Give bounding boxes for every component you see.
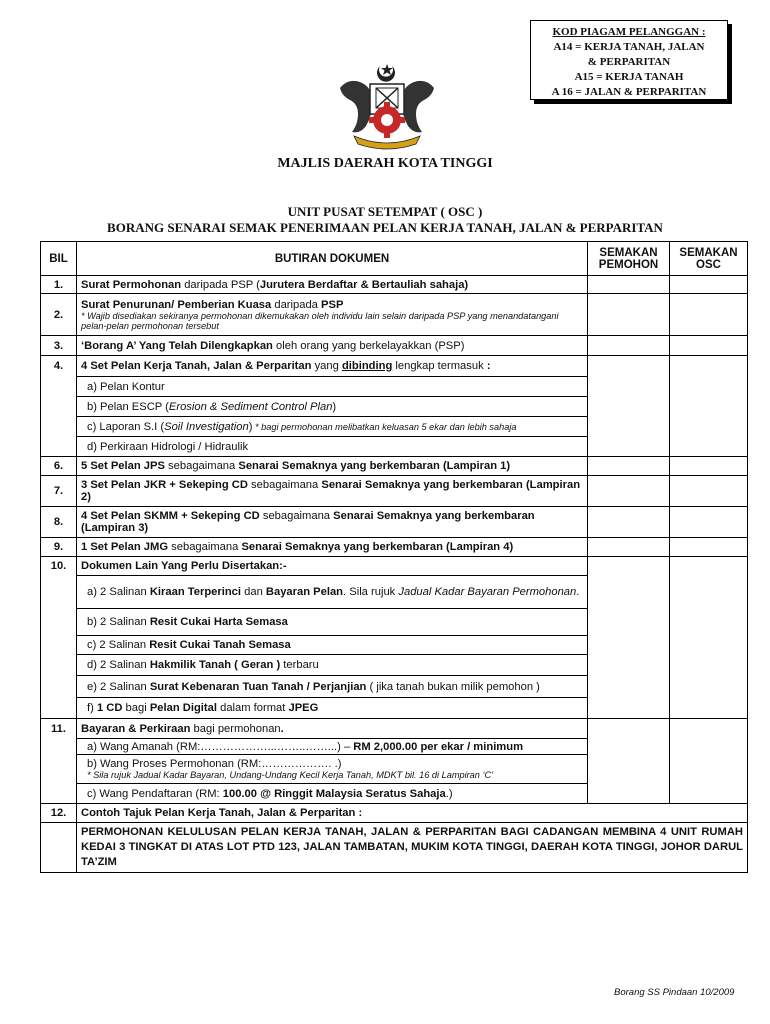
row-number-empty: [41, 636, 77, 655]
checkbox-osc[interactable]: [670, 397, 748, 417]
row-number: 3.: [41, 336, 77, 356]
checkbox-pemohon[interactable]: [588, 457, 670, 476]
row-text: Kiraan Terperinci: [149, 586, 242, 598]
table-row: [41, 437, 748, 457]
row-text: Pelan Digital: [149, 702, 217, 714]
table-row: [41, 457, 748, 476]
row-text: sebagaimana: [164, 460, 239, 472]
row-text: 4 Set Pelan SKMM + Sekeping CD: [81, 510, 260, 522]
row-text: c) 2 Salinan: [87, 639, 150, 651]
row-text: b) 2 Salinan: [87, 616, 150, 628]
checkbox-osc[interactable]: [670, 784, 748, 804]
row-text: .: [576, 586, 580, 598]
row-text: dibinding: [341, 360, 393, 372]
row-text: b) Pelan ESCP (: [87, 400, 169, 413]
row-text: daripada PSP (: [181, 278, 260, 291]
table-row: [41, 377, 748, 397]
row-text: 4 Set Pelan Kerja Tanah, Jalan & Perparitan: [81, 360, 312, 372]
row-text: :: [486, 360, 491, 372]
row-text: .): [445, 787, 453, 800]
checkbox-osc[interactable]: [670, 437, 748, 457]
row-text: sebagaimana: [247, 479, 322, 491]
checkbox-osc[interactable]: [670, 336, 748, 356]
checkbox-osc[interactable]: [670, 457, 748, 476]
checkbox-pemohon[interactable]: [588, 276, 670, 294]
unit-title: UNIT PUSAT SETEMPAT ( OSC ): [287, 204, 483, 219]
row-description: [77, 276, 588, 294]
row-text: Senarai Semaknya yang berkembaran (Lampiran 1): [238, 460, 511, 472]
row-text: Surat Permohonan: [81, 278, 182, 291]
form-revision-footer: Borang SS Pindaan 10/2009: [614, 987, 735, 998]
checkbox-pemohon[interactable]: [588, 476, 670, 507]
council-emblem-logo: [332, 60, 442, 152]
example-title: PERMOHONAN KELULUSAN PELAN KERJA TANAH, JALAN & PERPARITAN BAGI CADANGAN MEMBINA 4 UNIT RUMAH KEDAI 3 TINGKAT DI ATAS LOT PTD 123, JALAN TAMBATAN, MUKIM KOTA TINGGI, DAERAH KOTA TINGGI, JOHOR DARUL TA’ZIM: [77, 823, 748, 873]
table-row: [41, 576, 748, 609]
table-row: [41, 557, 748, 576]
row-text: 1 CD: [96, 702, 123, 714]
row-number: 10.: [41, 557, 77, 576]
table-row: [41, 655, 748, 676]
row-description: [77, 739, 588, 755]
checkbox-osc[interactable]: [670, 676, 748, 698]
row-text: sebagaimana: [259, 510, 334, 522]
row-number-empty: [41, 823, 77, 873]
row-text: c) Wang Pendaftaran (RM:: [87, 787, 223, 800]
row-text: yang: [311, 360, 342, 372]
table-row: [41, 804, 748, 823]
row-number-empty: [41, 377, 77, 397]
row-text: terbaru: [280, 659, 319, 671]
row-number-empty: [41, 755, 77, 784]
checkbox-osc[interactable]: [670, 377, 748, 397]
table-row: [41, 294, 748, 336]
checkbox-pemohon[interactable]: [588, 755, 670, 784]
checkbox-pemohon[interactable]: [588, 739, 670, 755]
header-semakan-pemohon: SEMAKAN PEMOHON: [588, 242, 670, 276]
checkbox-pemohon[interactable]: [588, 294, 670, 336]
row-text: oleh orang yang berkelayakkan (PSP): [272, 339, 465, 352]
row-text: Dokumen Lain Yang Perlu Disertakan:-: [81, 560, 287, 572]
row-text: a) Wang Amanah (RM:………………...……..……...) –: [87, 740, 354, 753]
code-line: A14 = KERJA TANAH, JALAN: [553, 41, 705, 53]
row-number: 7.: [41, 476, 77, 507]
row-text: e) 2 Salinan: [87, 680, 150, 693]
table-row: [41, 719, 748, 739]
row-text: 100.00 @ Ringgit Malaysia Seratus Sahaja: [222, 787, 446, 800]
table-row: [41, 823, 748, 873]
row-text: Erosion & Sediment Control Plan: [168, 400, 333, 413]
row-description: [77, 576, 588, 609]
checkbox-osc[interactable]: [670, 755, 748, 784]
row-text: Resit Cukai Harta Semasa: [149, 616, 288, 628]
row-description: [77, 655, 588, 676]
table-row: [41, 417, 748, 437]
row-number-empty: [41, 739, 77, 755]
checkbox-pemohon[interactable]: [588, 397, 670, 417]
row-description: [77, 437, 588, 457]
checkbox-osc[interactable]: [670, 356, 748, 377]
row-description: [77, 557, 588, 576]
row-text: Hakmilik Tanah ( Geran ): [149, 659, 281, 671]
checkbox-pemohon[interactable]: [588, 698, 670, 719]
council-name: MAJLIS DAERAH KOTA TINGGI: [277, 156, 493, 171]
row-description: [77, 476, 588, 507]
row-description: [77, 784, 588, 804]
checkbox-pemohon[interactable]: [588, 676, 670, 698]
row-description: [77, 609, 588, 636]
row-text: ): [248, 420, 253, 433]
form-title: BORANG SENARAI SEMAK PENERIMAAN PELAN KERJA TANAH, JALAN & PERPARITAN: [107, 220, 663, 235]
row-text: Jadual Kadar Bayaran Permohonan: [398, 586, 577, 598]
table-row: [41, 698, 748, 719]
row-text: bagi: [122, 702, 150, 714]
row-number-empty: [41, 609, 77, 636]
row-text: 1 Set Pelan JMG: [81, 541, 169, 553]
row-description: [77, 676, 588, 698]
checkbox-osc[interactable]: [670, 557, 748, 576]
row-number: 6.: [41, 457, 77, 476]
header-semakan-osc: SEMAKAN OSC: [670, 242, 748, 276]
table-header-row: [41, 242, 748, 276]
row-text: .: [280, 722, 284, 735]
row-note: * bagi permohonan melibatkan keluasan 5 ekar dan lebih sahaja: [252, 421, 517, 432]
row-text: 3 Set Pelan JKR + Sekeping CD: [81, 479, 248, 491]
row-text: ( jika tanah bukan milik pemohon ): [366, 680, 540, 693]
table-row: [41, 476, 748, 507]
row-text: RM 2,000.00 per ekar / minimum: [353, 740, 524, 753]
row-text: b) Wang Proses Permohonan (RM:………………. .): [87, 758, 342, 770]
row-text: Bayaran & Perkiraan: [81, 722, 191, 735]
table-row: [41, 507, 748, 538]
row-text: Bayaran Pelan: [265, 586, 344, 598]
checkbox-pemohon[interactable]: [588, 784, 670, 804]
code-line: A 16 = JALAN & PERPARITAN: [551, 86, 707, 98]
table-row: [41, 636, 748, 655]
row-description: [77, 356, 588, 377]
checkbox-osc[interactable]: [670, 636, 748, 655]
checkbox-pemohon[interactable]: [588, 356, 670, 377]
row-description: [77, 538, 588, 557]
table-row: [41, 755, 748, 784]
row-number: 8.: [41, 507, 77, 538]
row-text: f): [87, 702, 97, 714]
checkbox-pemohon[interactable]: [588, 538, 670, 557]
header-butiran: BUTIRAN DOKUMEN: [77, 242, 588, 276]
row-description: [77, 457, 588, 476]
row-text: a) 2 Salinan: [87, 586, 150, 598]
row-text: ): [332, 400, 337, 413]
row-text: c) Laporan S.I (: [87, 420, 165, 433]
row-description: [77, 636, 588, 655]
row-number-empty: [41, 437, 77, 457]
row-text: Senarai Semaknya yang berkembaran (Lampiran 3): [81, 510, 535, 534]
row-description: [77, 294, 588, 336]
row-description: [77, 377, 588, 397]
row-number: 11.: [41, 719, 77, 739]
row-text: d) Perkiraan Hidrologi / Hidraulik: [87, 440, 249, 453]
row-number-empty: [41, 676, 77, 698]
checkbox-osc[interactable]: [670, 719, 748, 739]
checkbox-osc[interactable]: [670, 609, 748, 636]
row-description: [77, 698, 588, 719]
row-text: Surat Kebenaran Tuan Tanah / Perjanjian: [149, 680, 367, 693]
row-description: [77, 336, 588, 356]
checkbox-pemohon[interactable]: [588, 609, 670, 636]
row-text: Soil Investigation: [164, 420, 249, 433]
table-row: [41, 538, 748, 557]
table-row: [41, 336, 748, 356]
row-text: Contoh Tajuk Pelan Kerja Tanah, Jalan & Perparitan :: [81, 807, 363, 819]
checkbox-osc[interactable]: [670, 507, 748, 538]
row-text: lengkap termasuk: [392, 360, 487, 372]
row-description: [77, 397, 588, 417]
row-text: dalam format: [216, 702, 289, 714]
table-row: [41, 276, 748, 294]
row-description: [77, 804, 748, 823]
row-text: sebagaimana: [168, 541, 242, 553]
row-text: Senarai Semaknya yang berkembaran (Lampiran 4): [241, 541, 514, 553]
table-row: [41, 784, 748, 804]
row-text: 5 Set Pelan JPS: [81, 460, 165, 472]
checkbox-pemohon[interactable]: [588, 417, 670, 437]
checkbox-osc[interactable]: [670, 698, 748, 719]
row-note: * Sila rujuk Jadual Kadar Bayaran, Undang-Undang Kecil Kerja Tanah, MDKT bil. 16 di Lampiran ‘C’: [87, 770, 494, 780]
customer-charter-code-box: [530, 20, 728, 100]
checkbox-pemohon[interactable]: [588, 636, 670, 655]
row-description: [77, 417, 588, 437]
row-number: 4.: [41, 356, 77, 377]
checkbox-pemohon[interactable]: [588, 655, 670, 676]
checkbox-pemohon[interactable]: [588, 719, 670, 739]
table-row: [41, 356, 748, 377]
checkbox-pemohon[interactable]: [588, 437, 670, 457]
row-number-empty: [41, 698, 77, 719]
table-row: [41, 739, 748, 755]
row-note: * Wajib disediakan sekiranya permohonan dikemukakan oleh individu lain selain daripada PSP yang menandatangani pelan-pelan permohonan tersebut: [81, 310, 559, 331]
table-row: [41, 676, 748, 698]
code-line: & PERPARITAN: [587, 56, 671, 68]
row-text: JPEG: [288, 702, 319, 714]
row-text: bagi permohonan: [190, 722, 281, 735]
row-number: 2.: [41, 294, 77, 336]
checkbox-osc[interactable]: [670, 294, 748, 336]
row-text: PSP: [321, 298, 344, 311]
checkbox-pemohon[interactable]: [588, 336, 670, 356]
checklist-table: [40, 241, 748, 873]
row-text: Resit Cukai Tanah Semasa: [149, 639, 291, 651]
checkbox-osc[interactable]: [670, 576, 748, 609]
row-number-empty: [41, 576, 77, 609]
code-line: A15 = KERJA TANAH: [574, 71, 684, 83]
row-text: ‘Borang A’ Yang Telah Dilengkapkan: [81, 339, 273, 352]
checkbox-pemohon[interactable]: [588, 377, 670, 397]
row-text: dan: [241, 586, 266, 598]
row-text: Surat Penurunan/ Pemberian Kuasa: [81, 298, 272, 311]
row-number: 9.: [41, 538, 77, 557]
row-number-empty: [41, 397, 77, 417]
checkbox-osc[interactable]: [670, 476, 748, 507]
checkbox-osc[interactable]: [670, 739, 748, 755]
row-description: [77, 755, 588, 784]
header-bil: BIL: [41, 242, 77, 276]
row-text: . Sila rujuk: [343, 586, 399, 598]
code-heading: KOD PIAGAM PELANGGAN :: [552, 26, 706, 38]
row-number-empty: [41, 784, 77, 804]
row-text: Senarai Semaknya yang berkembaran (Lampiran 2): [81, 479, 581, 503]
row-number: 12.: [41, 804, 77, 823]
row-text: daripada: [271, 298, 322, 311]
row-description: [77, 719, 588, 739]
checkbox-osc[interactable]: [670, 538, 748, 557]
checkbox-osc[interactable]: [670, 655, 748, 676]
row-text: a) Pelan Kontur: [87, 380, 165, 393]
checkbox-pemohon[interactable]: [588, 576, 670, 609]
checkbox-pemohon[interactable]: [588, 507, 670, 538]
row-number-empty: [41, 417, 77, 437]
row-number-empty: [41, 655, 77, 676]
row-number: 1.: [41, 276, 77, 294]
row-text: Jurutera Berdaftar & Bertauliah sahaja): [259, 278, 469, 291]
table-row: [41, 609, 748, 636]
checkbox-osc[interactable]: [670, 276, 748, 294]
row-description: [77, 507, 588, 538]
checkbox-pemohon[interactable]: [588, 557, 670, 576]
table-row: [41, 397, 748, 417]
row-text: d) 2 Salinan: [87, 659, 150, 671]
checkbox-osc[interactable]: [670, 417, 748, 437]
